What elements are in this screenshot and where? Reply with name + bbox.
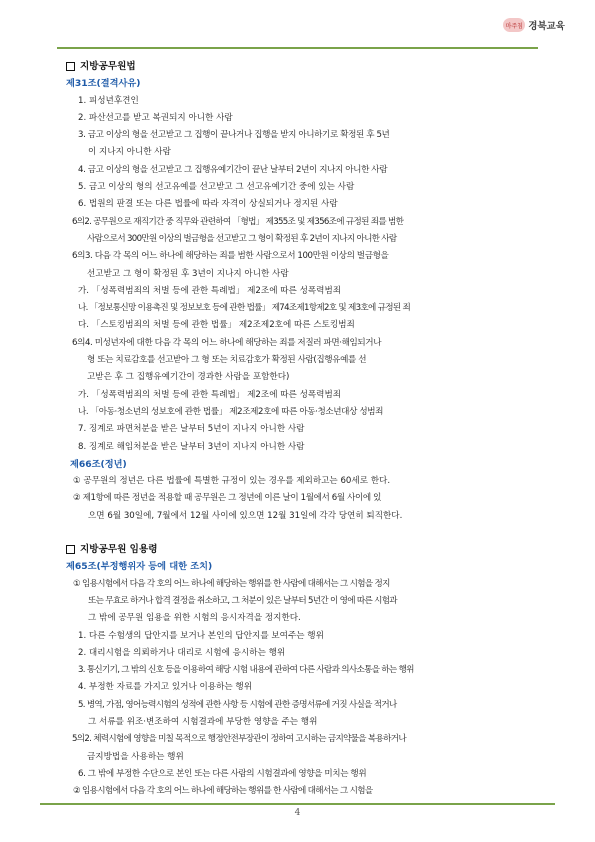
article-item-continued: 선고받고 그 형이 확정된 후 3년이 지나지 아니한 사람 — [87, 268, 289, 279]
document-body — [66, 58, 536, 800]
article-item: 6의2. 공무원으로 재직기간 중 직무와 관련하여 「형법」 제355조 및 제356조에 규정된 죄를 범한 — [72, 216, 404, 227]
article-item: 6. 그 밖에 부정한 수단으로 본인 또는 다른 사람의 시험결과에 영향을 미치는 행위 — [78, 768, 367, 779]
article-clause: ② 임용시험에서 다음 각 호의 어느 하나에 해당하는 행위를 한 사람에 대해서는 그 시험을 — [73, 786, 373, 797]
article-subitem: 나. 「아동·청소년의 성보호에 관한 법률」 제2조제2호에 따른 아동·청소년대상 성범죄 — [78, 406, 384, 417]
article-item: 1. 피성년후견인 — [78, 95, 139, 106]
article-item: 1. 다른 수험생의 답안지를 보거나 본인의 답안지를 보여주는 행위 — [78, 630, 324, 641]
article-subitem: 가. 「성폭력범죄의 처벌 등에 관한 특례법」 제2조에 따른 성폭력범죄 — [78, 389, 342, 400]
article-item: 8. 징계로 해임처분을 받은 날부터 3년이 지나지 아니한 사람 — [78, 441, 305, 452]
article-clause: ② 제1항에 따른 정년을 적용할 때 공무원은 그 정년에 이른 날이 1월에서 6월 사이에 있 — [73, 493, 382, 504]
article-heading: 제66조(정년) — [70, 458, 127, 470]
article-item: 5. 금고 이상의 형의 선고유예를 선고받고 그 선고유예기간 중에 있는 사람 — [78, 182, 355, 193]
article-item: 6의3. 다음 각 목의 어느 하나에 해당하는 죄를 범한 사람으로서 100만원 이상의 벌금형을 — [72, 251, 389, 262]
checkbox-square-icon — [66, 545, 75, 554]
section-title — [66, 541, 536, 558]
article-subitem: 다. 「스토킹범죄의 처벌 등에 관한 법률」 제2조제2호에 따른 스토킹범죄 — [78, 320, 355, 331]
article-item: 3. 금고 이상의 형을 선고받고 그 집행이 끝나거나 집행을 받지 아니하기로 확정된 후 5년 — [78, 130, 390, 141]
article-item: 6의4. 미성년자에 대한 다음 각 목의 어느 하나에 해당하는 죄를 저질러 파면·해임되거나 — [72, 337, 382, 348]
article-clause: ① 임용시험에서 다음 각 호의 어느 하나에 해당하는 행위를 한 사람에 대해서는 그 시험을 정지 — [73, 578, 390, 589]
article-heading: 제31조(결격사유) — [66, 78, 141, 90]
article-clause-continued: 으면 6월 30일에, 7월에서 12월 사이에 있으면 12월 31일에 각각 당연히 퇴직한다. — [88, 510, 403, 521]
article-item: 4. 부정한 자료를 가지고 있거나 이용하는 행위 — [78, 682, 253, 693]
section-title-text: 지방공무원 임용령 — [80, 544, 158, 556]
article-item: 5의2. 체력시험에 영향을 미칠 목적으로 행정안전부장관이 정하여 고시하는 금지약물을 복용하거나 — [72, 734, 406, 745]
article-item: 7. 징계로 파면처분을 받은 날부터 5년이 지나지 아니한 사람 — [78, 424, 305, 435]
header-rule — [57, 47, 538, 49]
page-number: 4 — [294, 808, 301, 818]
section-title — [66, 58, 536, 75]
article-item: 2. 대리시험을 의뢰하거나 대리로 시험에 응시하는 행위 — [78, 647, 286, 658]
article-item: 5. 병역, 가점, 영어능력시험의 성적에 관한 사항 등 시험에 관한 증명서류에 거짓 사실을 적거나 — [78, 699, 397, 710]
article-subitem: 나. 「정보통신망 이용촉진 및 정보보호 등에 관한 법률」 제74조제1항제2호 및 제3호에 규정된 죄 — [78, 303, 411, 314]
article-item: 4. 금고 이상의 형을 선고받고 그 집행유예기간이 끝난 날부터 2년이 지나지 아니한 사람 — [78, 164, 388, 175]
article-heading: 제65조(부정행위자 등에 대한 조치) — [66, 561, 213, 573]
checkbox-square-icon — [66, 62, 75, 71]
article-item-continued: 형 또는 치료감호를 선고받아 그 형 또는 치료감호가 확정된 사람(집행유예를 선 — [87, 355, 367, 366]
logo-text: 경북교육 — [528, 21, 565, 32]
article-clause-continued: 그 밖에 공무원 임용을 위한 시험의 응시자격을 정지한다. — [88, 613, 301, 624]
article-item: 3. 통신기기, 그 밖의 신호 등을 이용하여 해당 시험 내용에 관하여 다른 사람과 의사소통을 하는 행위 — [78, 665, 414, 676]
article-item-continued: 고받은 후 그 집행유예기간이 경과한 사람을 포함한다) — [87, 372, 290, 383]
footer-rule — [40, 803, 555, 805]
article-item-continued: 이 지나지 아니한 사람 — [88, 147, 171, 158]
article-item-continued: 그 서류를 위조·변조하여 시험결과에 부당한 영향을 주는 행위 — [88, 716, 318, 727]
article-item: 2. 파산선고를 받고 복권되지 아니한 사람 — [78, 112, 233, 123]
article-item: 6. 법원의 판결 또는 다른 법률에 따라 자격이 상실되거나 정지된 사람 — [78, 199, 338, 210]
article-subitem: 가. 「성폭력범죄의 처벌 등에 관한 특례법」 제2조에 따른 성폭력범죄 — [78, 285, 342, 296]
header-logo — [503, 18, 565, 32]
article-item-continued: 금지방법을 사용하는 행위 — [87, 751, 184, 762]
article-clause: ① 공무원의 정년은 다른 법률에 특별한 규정이 있는 경우를 제외하고는 60세로 한다. — [73, 476, 391, 487]
article-item-continued: 사람으로서 300만원 이상의 벌금형을 선고받고 그 형이 확정된 후 2년이 지나지 아니한 사람 — [87, 233, 397, 244]
article-clause-continued: 또는 무효로 하거나 합격 결정을 취소하고, 그 처분이 있은 날부터 5년간 이 영에 따른 시험과 — [88, 595, 397, 606]
section-title-text: 지방공무원법 — [80, 61, 136, 72]
section-spacer — [66, 525, 536, 541]
logo-mark: 마주침 — [503, 18, 525, 32]
